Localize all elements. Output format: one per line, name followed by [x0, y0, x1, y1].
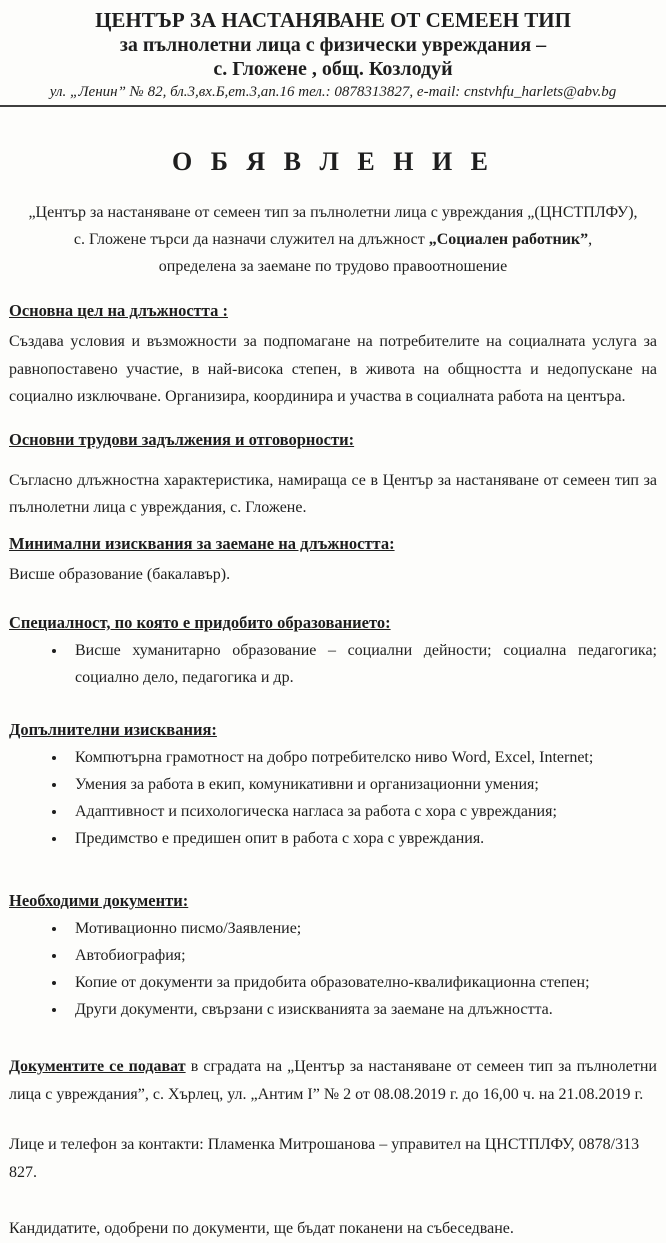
intro-line2 [9, 226, 657, 253]
section-min-requirements [9, 533, 657, 589]
list-item: • Предимство е предишен опит в работа с хора с увреждания. [67, 825, 657, 852]
section-body-min-requirements: Висше образование (бакалавър). [9, 565, 231, 583]
position-title: „Социален работник” [428, 231, 589, 248]
section-body-main-goal: Създава условия и възможности за подпомагане на потребителите на социалната услуга за равнопоставено участие, в най-висока степен, в живота на общността и недопускане на социално изключване. Организира, координира и участва в социалната работа на центъра. [9, 333, 657, 405]
org-title-line3: с. Гложене , общ. Козлодуй [213, 58, 453, 80]
list-item: • Мотивационно писмо/Заявление; [67, 915, 657, 942]
list-item: • Висше хуманитарно образование – социални дейности; социална педагогика; социално дело, педагогика и др. [67, 637, 657, 691]
section-heading-required-documents: Необходими документи: [9, 891, 189, 910]
section-specialty [9, 612, 657, 691]
submission-paragraph [9, 1053, 657, 1108]
section-duties [9, 429, 657, 522]
list-item: • Други документи, свързани с изискванията за заемане на длъжността. [67, 996, 657, 1023]
letterhead-address: ул. „Ленин” № 82, бл.3,вх.Б,ет.3,ап.16 тел.: 0878313827, e-mail: cnstvhfu_harlets@abv.bg [49, 84, 617, 100]
intro-line2-pre: с. Гложене търси да назначи служител на длъжност [73, 231, 429, 248]
list-item: • Компютърна грамотност на добро потребителско ниво Word, Excel, Internet; [67, 744, 657, 771]
section-required-documents [9, 890, 657, 1023]
final-note: Кандидатите, одобрени по документи, ще бъдат поканени на събеседване. [9, 1220, 514, 1237]
intro-line3: определена за заемане по трудово правоотношение [158, 258, 508, 275]
list-item: • Копие от документи за придобита образователно-квалификационна степен; [67, 969, 657, 996]
section-heading-specialty: Специалност, по която е придобито образованието: [9, 613, 391, 632]
section-main-goal [9, 300, 657, 411]
letterhead [9, 8, 657, 102]
section-heading-additional-requirements: Допълнителни изисквания: [9, 720, 217, 739]
org-title-line1: ЦЕНТЪР ЗА НАСТАНЯВАНЕ ОТ СЕМЕЕН ТИП [95, 8, 571, 32]
section-heading-main-goal: Основна цел на длъжността : [9, 301, 228, 320]
header-divider [0, 105, 666, 107]
section-body-duties: Съгласно длъжностна характеристика, намираща се в Център за настаняване от семеен тип за пълнолетни лица с увреждания, с. Гложене. [9, 471, 657, 516]
contact-line: Лице и телефон за контакти: Пламенка Митрошанова – управител на ЦНСТПЛФУ, 0878/313 827. [9, 1136, 640, 1181]
section-heading-duties: Основни трудови задължения и отговорности: [9, 429, 355, 449]
section-heading-min-requirements: Минимални изисквания за заемане на длъжността: [9, 533, 395, 553]
required-documents-bullet-list [9, 915, 657, 1023]
intro-line2-post: , [588, 231, 593, 248]
submission-lead: Документите се подават [9, 1058, 186, 1075]
intro-line1: „Център за настаняване от семеен тип за пълнолетни лица с увреждания „(ЦНСТПЛФУ), [28, 204, 638, 221]
specialty-bullet-list [9, 637, 657, 691]
announcement-title: О Б Я В Л Е Н И Е [171, 147, 495, 176]
list-item: • Адаптивност и психологическа нагласа за работа с хора с увреждания; [67, 798, 657, 825]
additional-requirements-bullet-list [9, 744, 657, 852]
section-additional-requirements [9, 719, 657, 852]
org-title-line2: за пълнолетни лица с физически увреждания – [119, 34, 547, 56]
list-item: • Умения за работа в екип, комуникативни и организационни умения; [67, 771, 657, 798]
intro-paragraph [9, 199, 657, 280]
submission-rest: в сградата на „Център за настаняване от семеен тип за пълнолетни лица с увреждания”, с. Хърлец, ул. „Антим I” № 2 от 08.08.2019 г. до 16,00 ч. на 21.08.2019 г. [9, 1058, 657, 1103]
list-item: • Автобиография; [67, 942, 657, 969]
